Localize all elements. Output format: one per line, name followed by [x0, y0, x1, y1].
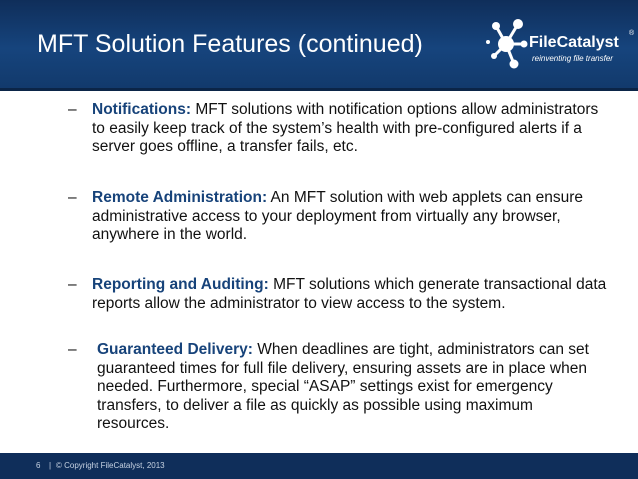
slide-header	[0, 0, 638, 88]
footer-separator: |	[49, 461, 52, 470]
copyright-notice: © Copyright FileCatalyst, 2013	[56, 461, 165, 470]
bullet-description: MFT solutions which generate transactional data reports allow the administrator to view access to the system.	[92, 276, 607, 312]
slide-title: MFT Solution Features (continued)	[37, 30, 423, 58]
bullet-text	[92, 276, 608, 313]
bullet-text	[92, 189, 608, 245]
bullet-text	[97, 341, 608, 434]
header-divider	[0, 88, 638, 91]
page-number: 6	[36, 461, 41, 470]
bullet-text	[92, 101, 608, 157]
logo-tagline: reinventing file transfer	[532, 54, 613, 63]
bullet-term: Reporting and Auditing:	[92, 276, 269, 293]
bullet-dash: –	[68, 189, 77, 206]
logo-wordmark: FileCatalyst	[529, 34, 619, 51]
bullet-description: An MFT solution with web applets can ensure administrative access to your deployment from virtually any browser, anywhere in the world.	[92, 189, 584, 243]
bullet-dash: –	[68, 341, 77, 358]
bullet-term: Notifications:	[92, 101, 192, 118]
slide-footer	[0, 453, 638, 479]
bullet-term: Remote Administration:	[92, 189, 268, 206]
bullet-description: When deadlines are tight, administrators can set guaranteed times for full file delivery, ensuring assets are in place when needed. Furthermore, special “ASAP” settings exist for emergency transfers, to deliver a file as quickly as possible using maximum resources.	[97, 341, 589, 432]
bullet-description: MFT solutions with notification options allow administrators to easily keep track of the system’s health with pre-configured alerts if a server goes offline, a transfer fails, etc.	[92, 101, 599, 155]
molecule-logo-icon	[484, 14, 532, 74]
registered-mark: ®	[629, 30, 635, 37]
bullet-dash: –	[68, 101, 77, 118]
bullet-term: Guaranteed Delivery:	[97, 341, 253, 358]
filecatalyst-logo	[484, 14, 634, 74]
bullet-dash: –	[68, 276, 77, 293]
